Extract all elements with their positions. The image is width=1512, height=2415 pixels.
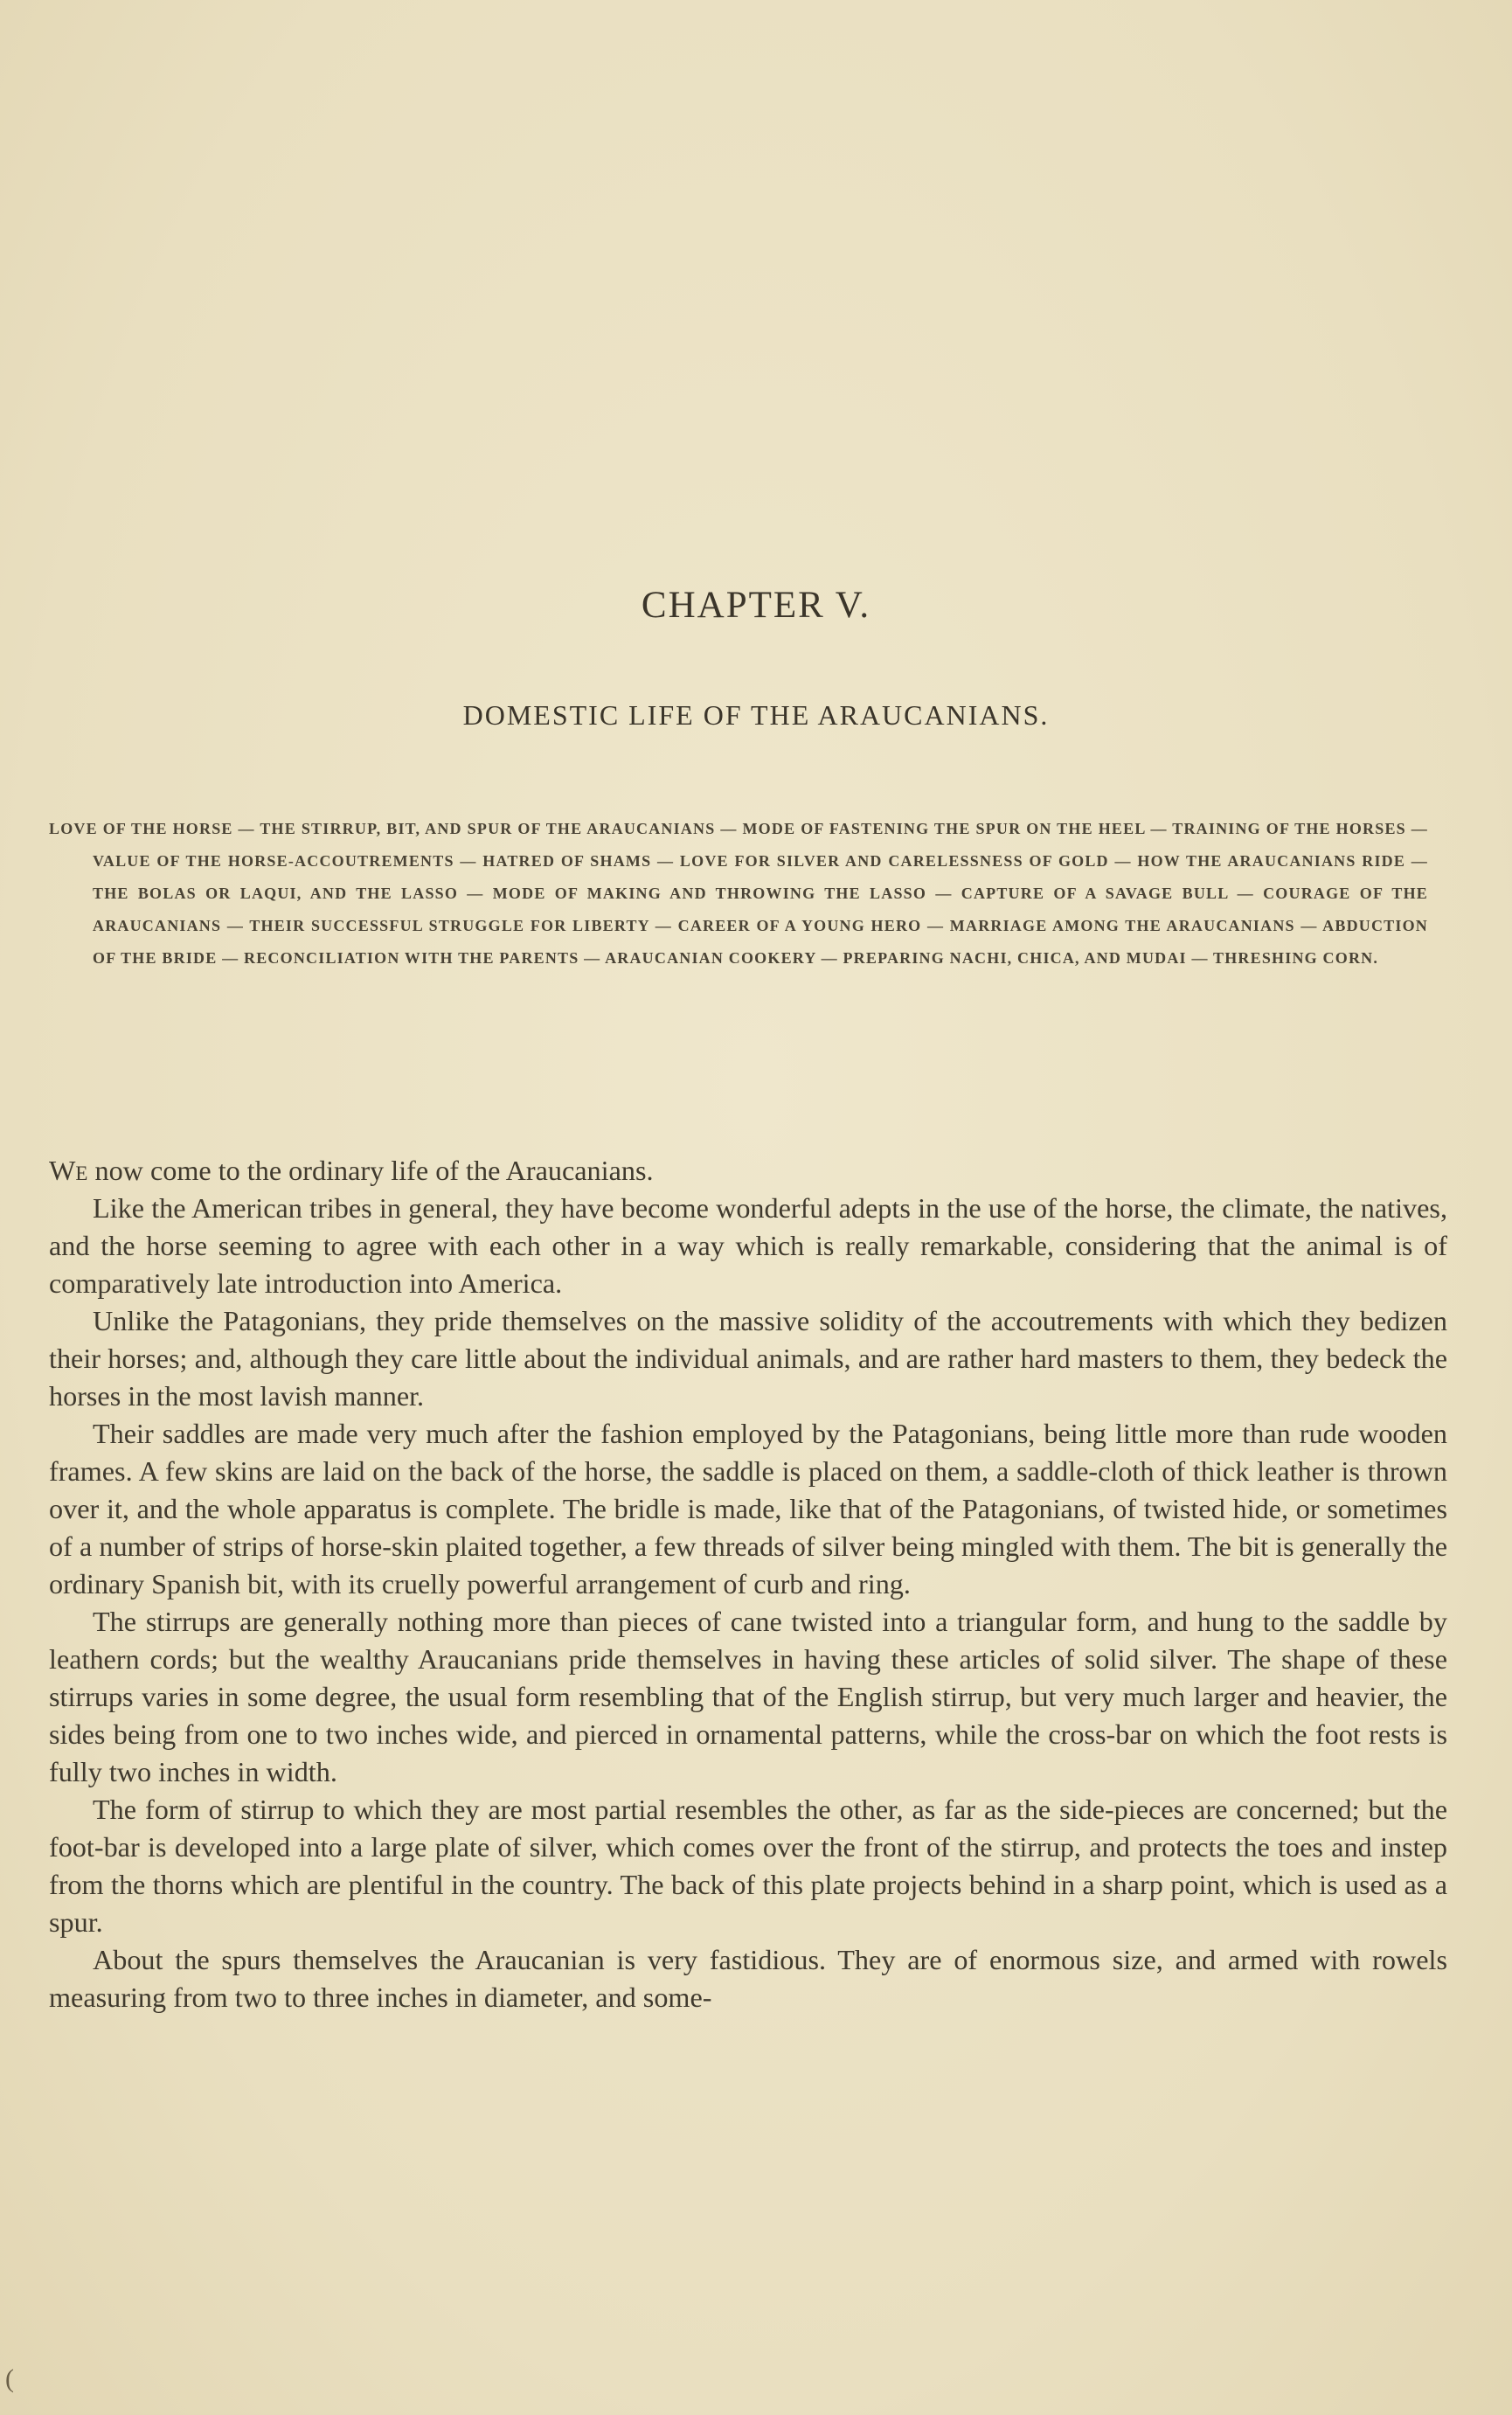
drop-word: We — [49, 1155, 88, 1186]
paragraph-text: now come to the ordinary life of the Araucanians. — [87, 1155, 654, 1186]
body-text — [49, 1152, 1447, 2016]
paragraph: The stirrups are generally nothing more than pieces of cane twisted into a triangular form, and hung to the saddle by leathern cords; but the wealthy Araucanians pride themselves in having these articles of solid silver. The shape of these stirrups varies in some degree, the usual form resembling that of the English stirrup, but very much larger and heavier, the sides being from one to two inches wide, and pierced in ornamental patterns, while the cross-bar on which the foot rests is fully two inches in width. — [49, 1606, 1447, 1787]
corner-mark: ( — [5, 2364, 14, 2393]
chapter-title: DOMESTIC LIFE OF THE ARAUCANIANS. — [462, 699, 1050, 731]
paragraph — [49, 1152, 1447, 1190]
paragraph: About the spurs themselves the Araucanian is very fastidious. They are of enormous size, and armed with rowels measuring from two to three inches in diameter, and some- — [49, 1944, 1447, 2013]
chapter-synopsis — [49, 813, 1428, 975]
paragraph: The form of stirrup to which they are most partial resembles the other, as far as the side-pieces are concerned; but the foot-bar is developed into a large plate of silver, which comes over the front of the stirrup, and protects the toes and instep from the thorns which are plentiful in the country. The back of this plate projects behind in a sharp point, which is used as a spur. — [49, 1794, 1447, 1938]
paragraph: Their saddles are made very much after the fashion employed by the Patagonians, being little more than rude wooden frames. A few skins are laid on the back of the horse, the saddle is placed on them, a saddle-cloth of thick leather is thrown over it, and the whole apparatus is complete. The bridle is made, like that of the Patagonians, of twisted hide, or sometimes of a number of strips of horse-skin plaited together, a few threads of silver being mingled with them. The bit is generally the ordinary Spanish bit, with its cruelly powerful arrangement of curb and ring. — [49, 1418, 1447, 1600]
paragraph: Like the American tribes in general, they have become wonderful adepts in the use of the horse, the climate, the natives, and the horse seeming to agree with each other in a way which is really remarkable, considering that the animal is of comparatively late introduction into America. — [49, 1192, 1447, 1299]
paragraph: Unlike the Patagonians, they pride themselves on the massive solidity of the accoutrements with which they bedizen their horses; and, although they care little about the individual animals, and are rather hard masters to them, they bedeck the horses in the most lavish manner. — [49, 1305, 1447, 1412]
synopsis-text: LOVE OF THE HORSE — THE STIRRUP, BIT, AND SPUR OF THE ARAUCANIANS — MODE OF FASTENING THE SPUR ON THE HEEL — TRAINING OF THE HORSES — VALUE OF THE HORSE-ACCOUTREMENTS — HATRED OF SHAMS — LOVE FOR SILVER AND CARELESSNESS OF GOLD — HOW THE ARAUCANIANS RIDE — THE BOLAS OR LAQUI, AND THE LASSO — MODE OF MAKING AND THROWING THE LASSO — CAPTURE OF A SAVAGE BULL — COURAGE OF THE ARAUCANIANS — THEIR SUCCESSFUL STRUGGLE FOR LIBERTY — CAREER OF A YOUNG HERO — MARRIAGE AMONG THE ARAUCANIANS — ABDUCTION OF THE BRIDE — RECONCILIATION WITH THE PARENTS — ARAUCANIAN COOKERY — PREPARING NACHI, CHICA, AND MUDAI — THRESHING CORN. — [49, 820, 1428, 967]
chapter-number: CHAPTER V. — [641, 585, 871, 626]
